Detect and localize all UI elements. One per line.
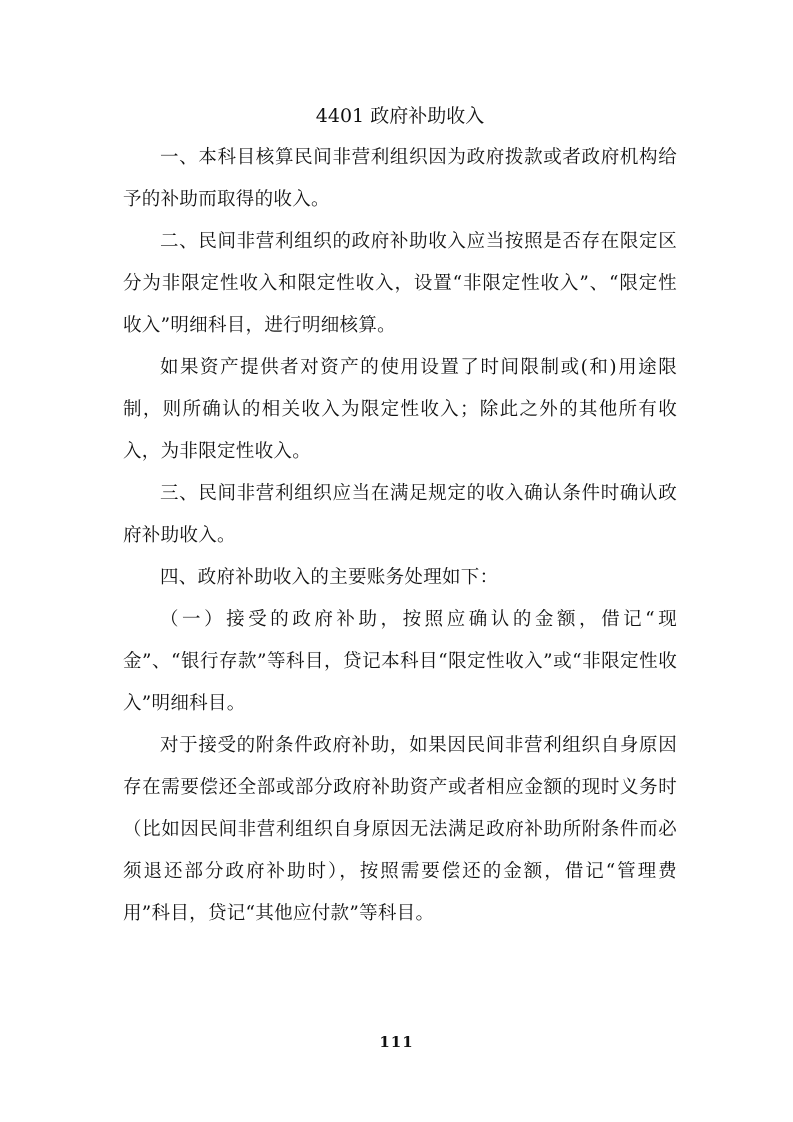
- document-body: [123, 95, 677, 935]
- paragraph-2: 二、民间非营利组织的政府补助收入应当按照是否存在限定区分为非限定性收入和限定性收入，设置“非限定性收入”、“限定性收入”明细科目，进行明细核算。: [123, 231, 677, 336]
- paragraph-1: 一、本科目核算民间非营利组织因为政府拨款或者政府机构给予的补助而取得的收入。: [123, 147, 677, 210]
- paragraph-6: （一）接受的政府补助，按照应确认的金额，借记“现金”、“银行存款”等科目，贷记本科目“限定性收入”或“非限定性收入”明细科目。: [123, 609, 677, 714]
- paragraph-3: 如果资产提供者对资产的使用设置了时间限制或(和)用途限制，则所确认的相关收入为限定性收入；除此之外的其他所有收入，为非限定性收入。: [123, 357, 677, 462]
- paragraph-5: 四、政府补助收入的主要账务处理如下：: [160, 567, 499, 588]
- paragraph-4: 三、民间非营利组织应当在满足规定的收入确认条件时确认政府补助收入。: [123, 483, 677, 546]
- page-number: 111: [379, 1033, 414, 1051]
- paragraph-7: 对于接受的附条件政府补助，如果因民间非营利组织自身原因存在需要偿还全部或部分政府补助资产或者相应金额的现时义务时（比如因民间非营利组织自身原因无法满足政府补助所附条件而必须退还部分政府补助时），按照需要偿还的金额，借记“管理费用”科目，贷记“其他应付款”等科目。: [123, 735, 677, 924]
- page-title: 4401 政府补助收入: [315, 105, 485, 127]
